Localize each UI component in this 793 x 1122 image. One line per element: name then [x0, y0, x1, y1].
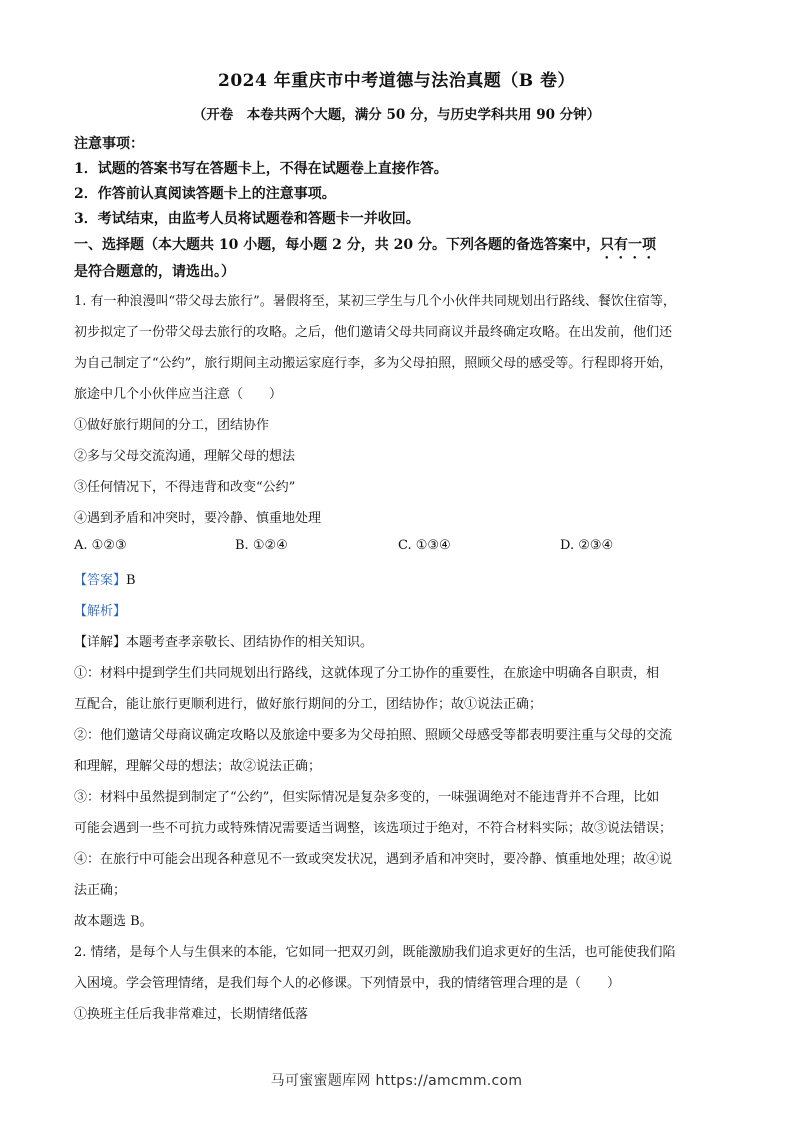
- q1-stem-line: 为自己制定了“公约”，旅行期间主动搬运家庭行李，多为父母拍照，照顾父母的感受等。行程即将开始，: [74, 356, 673, 371]
- notice-heading: 注意事项：: [74, 136, 144, 152]
- q1-detail-line: 互配合，能让旅行更顺利进行，做好旅行期间的分工，团结协作；故①说法正确；: [74, 697, 543, 712]
- q1-option-d: D. ②③④: [560, 538, 614, 553]
- analysis-tag: 【解析】: [74, 604, 127, 619]
- section-instruction-cont: 是符合题意的，请选出。）: [74, 264, 235, 280]
- answer-value: B: [126, 573, 136, 588]
- q1-conclusion: 故本题选 B。: [74, 914, 153, 929]
- q2-stem-line: 入困境。学会管理情绪，是我们每个人的必修课。下列情景中，我的情绪管理合理的是（ ）: [74, 976, 621, 991]
- section-instruction-text: 一、选择题（本大题共 10 小题，每小题 2 分，共 20 分。下列各题的备选答案中，: [74, 237, 600, 253]
- q1-detail-line: 法正确；: [74, 883, 127, 898]
- q2-statement: ①换班主任后我非常难过，长期情绪低落: [74, 1007, 309, 1022]
- answer-tag: 【答案】: [74, 573, 127, 588]
- q1-statement: ②多与父母交流沟通，理解父母的想法: [74, 449, 296, 464]
- q1-detail-line: ①：材料中提到学生们共同规划出行路线，这就体现了分工协作的重要性，在旅途中明确各自职责，相: [74, 666, 660, 681]
- q1-detail-line: ③：材料中虽然提到制定了“公约”，但实际情况是复杂多变的，一味强调绝对不能违背并不合理，比如: [74, 790, 660, 805]
- q1-detail-line: 【详解】本题考查孝亲敬长、团结协作的相关知识。: [74, 635, 374, 650]
- q1-detail-line: ④：在旅行中可能会出现各种意见不一致或突发状况，遇到矛盾和冲突时，要冷静、慎重地处理；故④说: [74, 852, 673, 867]
- footer-watermark: 马可蜜蜜题库网 https://amcmm.com: [270, 1073, 523, 1089]
- notice-item-2: 2．作答前认真阅读答题卡上的注意事项。: [74, 186, 336, 202]
- q1-option-b: B. ①②④: [235, 538, 288, 553]
- q1-stem-line: 旅途中几个小伙伴应当注意（ ）: [74, 387, 283, 402]
- q1-option-a: A. ①②③: [74, 538, 127, 553]
- section-emphasis: 只有一项: [599, 237, 656, 253]
- q1-detail-line: 和理解，理解父母的想法；故②说法正确；: [74, 759, 322, 774]
- q1-answer: [74, 569, 724, 588]
- notice-item-3: 3．考试结束，由监考人员将试题卷和答题卡一并收回。: [74, 211, 420, 227]
- q1-statement: ③任何情况下，不得违背和改变“公约”: [74, 480, 296, 495]
- page-title: 2024 年重庆市中考道德与法治真题（B 卷）: [217, 71, 576, 91]
- q1-stem-line: 初步拟定了一份带父母去旅行的攻略。之后，他们邀请父母共同商议并最终确定攻略。在出发前，他们还: [74, 325, 673, 340]
- page-subtitle: （开卷 本卷共两个大题，满分 50 分，与历史学科共用 90 分钟）: [192, 107, 601, 123]
- q1-option-c: C. ①③④: [398, 538, 451, 553]
- section-instruction: [74, 234, 724, 262]
- q1-statement: ①做好旅行期间的分工，团结协作: [74, 418, 270, 433]
- q1-detail-line: 可能会遇到一些不可抗力或特殊情况需要适当调整，该选项过于绝对，不符合材料实际；故③说法错误；: [74, 821, 673, 836]
- q1-detail-line: ②：他们邀请父母商议确定攻略以及旅途中要多为父母拍照、照顾父母感受等都表明要注重与父母的交流: [74, 728, 673, 743]
- notice-item-1: 1．试题的答案书写在答题卡上，不得在试题卷上直接作答。: [74, 161, 448, 177]
- q1-statement: ④遇到矛盾和冲突时，要冷静、慎重地处理: [74, 511, 322, 526]
- q1-stem-line: 1. 有一种浪漫叫“带父母去旅行”。暑假将至，某初三学生与几个小伙伴共同规划出行路线、餐饮住宿等，: [74, 294, 676, 309]
- q2-stem-line: 2. 情绪，是每个人与生俱来的本能，它如同一把双刃剑，既能激励我们追求更好的生活，也可能使我们陷: [74, 945, 676, 960]
